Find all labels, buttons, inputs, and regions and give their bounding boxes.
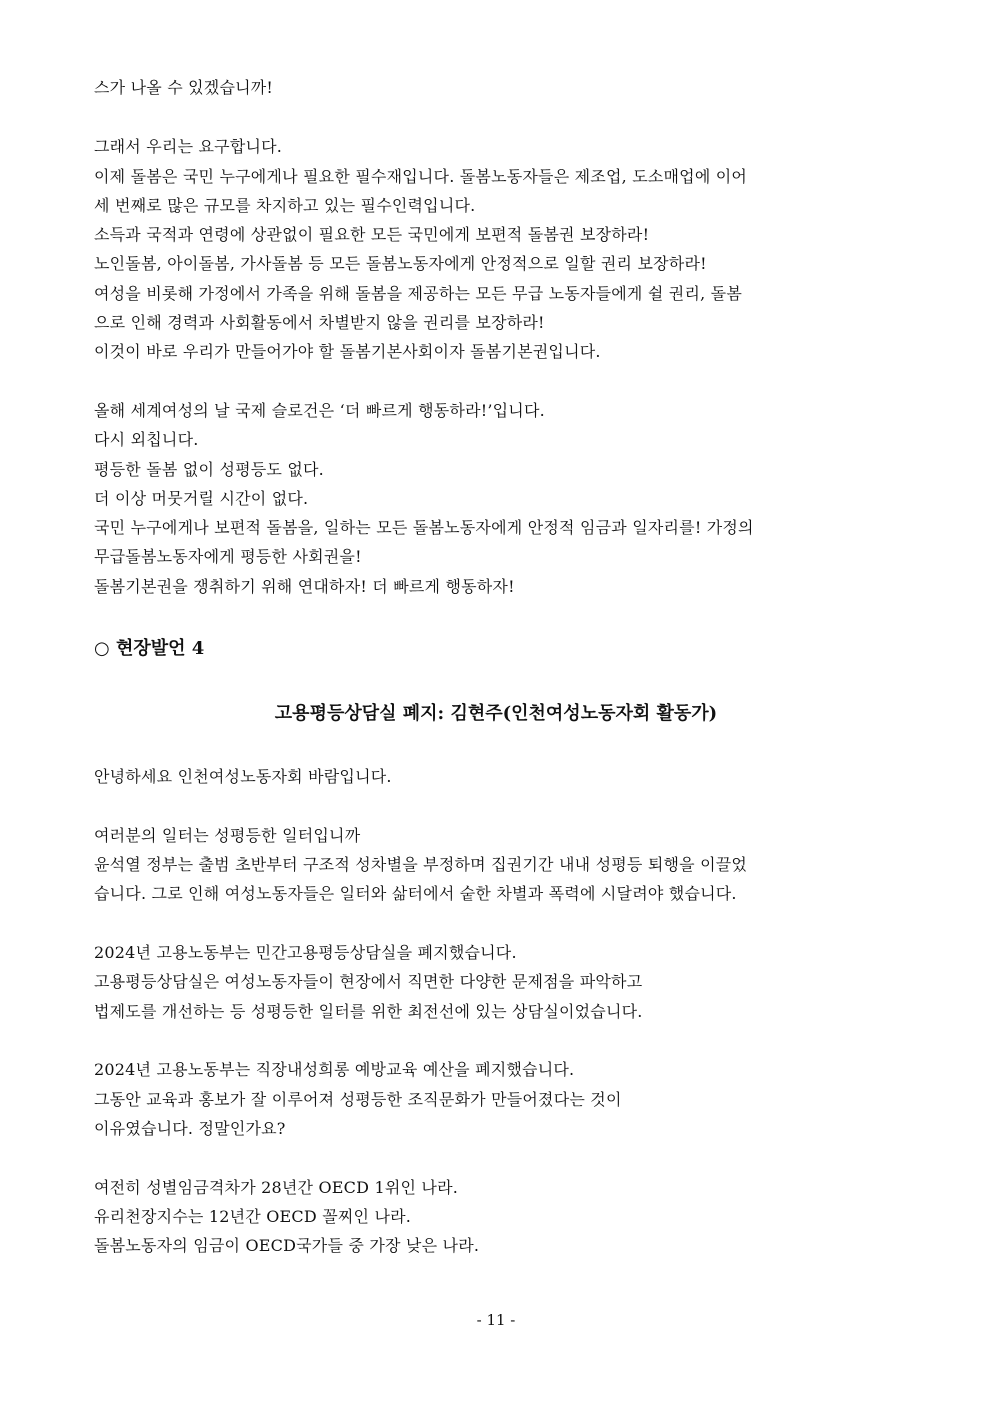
body-line: 스가 나올 수 있겠습니까! <box>94 78 274 97</box>
body-line: 윤석열 정부는 출범 초반부터 구조적 성차별을 부정하며 집권기간 내내 성평등 퇴행을 이끌었 <box>94 855 748 874</box>
body-line: 세 번째로 많은 규모를 차지하고 있는 필수인력입니다. <box>94 196 476 215</box>
body-line: 으로 인해 경력과 사회활동에서 차별받지 않을 권리를 보장하라! <box>94 313 545 332</box>
body-line: 평등한 돌봄 없이 성평등도 없다. <box>94 460 324 479</box>
body-line: 국민 누구에게나 보편적 돌봄을, 일하는 모든 돌봄노동자에게 안정적 임금과 일자리를! 가정의 <box>94 518 754 537</box>
body-line: 습니다. 그로 인해 여성노동자들은 일터와 삶터에서 숱한 차별과 폭력에 시달려야 했습니다. <box>94 884 737 903</box>
body-line: 여러분의 일터는 성평등한 일터입니까 <box>94 826 361 845</box>
body-line: 올해 세계여성의 날 국제 슬로건은 ‘더 빠르게 행동하라!’입니다. <box>94 401 545 420</box>
section-heading: ○ 현장발언 4 <box>94 638 205 659</box>
body-line: 여성을 비롯해 가정에서 가족을 위해 돌봄을 제공하는 모든 무급 노동자들에게 쉴 권리, 돌봄 <box>94 284 742 303</box>
body-line: 더 이상 머뭇거릴 시간이 없다. <box>94 489 309 508</box>
body-line: 다시 외칩니다. <box>94 430 199 449</box>
page-number: - 11 - <box>476 1311 516 1329</box>
body-line: 무급돌봄노동자에게 평등한 사회권을! <box>94 547 362 566</box>
body-line: 고용평등상담실은 여성노동자들이 현장에서 직면한 다양한 문제점을 파악하고 <box>94 972 643 991</box>
body-line: 이유였습니다. 정말인가요? <box>94 1119 286 1138</box>
body-line: 이제 돌봄은 국민 누구에게나 필요한 필수재입니다. 돌봄노동자들은 제조업, 도소매업에 이어 <box>94 167 748 186</box>
body-line: 2024년 고용노동부는 직장내성희롱 예방교육 예산을 폐지했습니다. <box>94 1060 575 1079</box>
body-line: 소득과 국적과 연령에 상관없이 필요한 모든 국민에게 보편적 돌봄권 보장하라! <box>94 225 650 244</box>
body-line: 돌봄기본권을 쟁취하기 위해 연대하자! 더 빠르게 행동하자! <box>94 577 515 596</box>
body-line: 법제도를 개선하는 등 성평등한 일터를 위한 최전선에 있는 상담실이었습니다. <box>94 1002 643 1021</box>
body-line: 여전히 성별임금격차가 28년간 OECD 1위인 나라. <box>94 1178 459 1197</box>
body-line: 돌봄노동자의 임금이 OECD국가들 중 가장 낮은 나라. <box>94 1236 480 1255</box>
body-line: 그동안 교육과 홍보가 잘 이루어져 성평등한 조직문화가 만들어졌다는 것이 <box>94 1090 622 1109</box>
body-line: 노인돌봄, 아이돌봄, 가사돌봄 등 모든 돌봄노동자에게 안정적으로 일할 권리 보장하라! <box>94 254 707 273</box>
body-line: 유리천장지수는 12년간 OECD 꼴찌인 나라. <box>94 1207 412 1226</box>
body-line: 이것이 바로 우리가 만들어가야 할 돌봄기본사회이자 돌봄기본권입니다. <box>94 342 601 361</box>
body-line: 안녕하세요 인천여성노동자회 바람입니다. <box>94 767 392 786</box>
body-line: 2024년 고용노동부는 민간고용평등상담실을 폐지했습니다. <box>94 943 517 962</box>
speech-title: 고용평등상담실 폐지: 김현주(인천여성노동자회 활동가) <box>274 703 718 724</box>
body-line: 그래서 우리는 요구합니다. <box>94 137 283 156</box>
